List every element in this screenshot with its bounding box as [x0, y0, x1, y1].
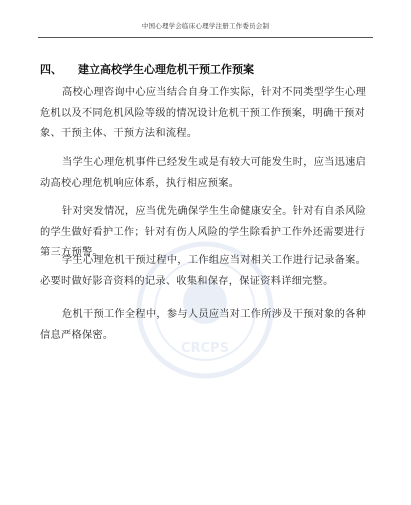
paragraph: 危机干预工作全程中，参与人员应当对工作所涉及干预对象的各种信息严格保密。 [40, 309, 367, 341]
paragraph: 当学生心理危机事件已经发生或是有较大可能发生时，应当迅速启动高校心理危机响应体系，执行相应预案。 [40, 157, 367, 189]
header-divider [38, 37, 373, 38]
page-header: 中国心理学会临床心理学注册工作委员会制 [141, 22, 270, 30]
section-number: 四、 [40, 63, 62, 76]
paragraph: 高校心理咨询中心应当结合自身工作实际，针对不同类型学生心理危机以及不同危机风险等级的情况设计危机干预工作预案，明确干预对象、干预主体、干预方法和流程。 [40, 87, 367, 139]
watermark-text: CRCPS [181, 341, 229, 356]
section-title: 建立高校学生心理危机干预工作预案 [78, 63, 254, 76]
paragraph: 针对突发情况，应当优先确保学生生命健康安全。针对有自杀风险的学生做好看护工作；针对有伤人风险的学生除看护工作外还需要进行第三方预警。 [40, 206, 367, 258]
section-heading [40, 61, 254, 77]
paragraph: 学生心理危机干预过程中，工作组应当对相关工作进行记录备案。必要时做好影音资料的记录、收集和保存，保证资料详细完整。 [40, 255, 367, 287]
